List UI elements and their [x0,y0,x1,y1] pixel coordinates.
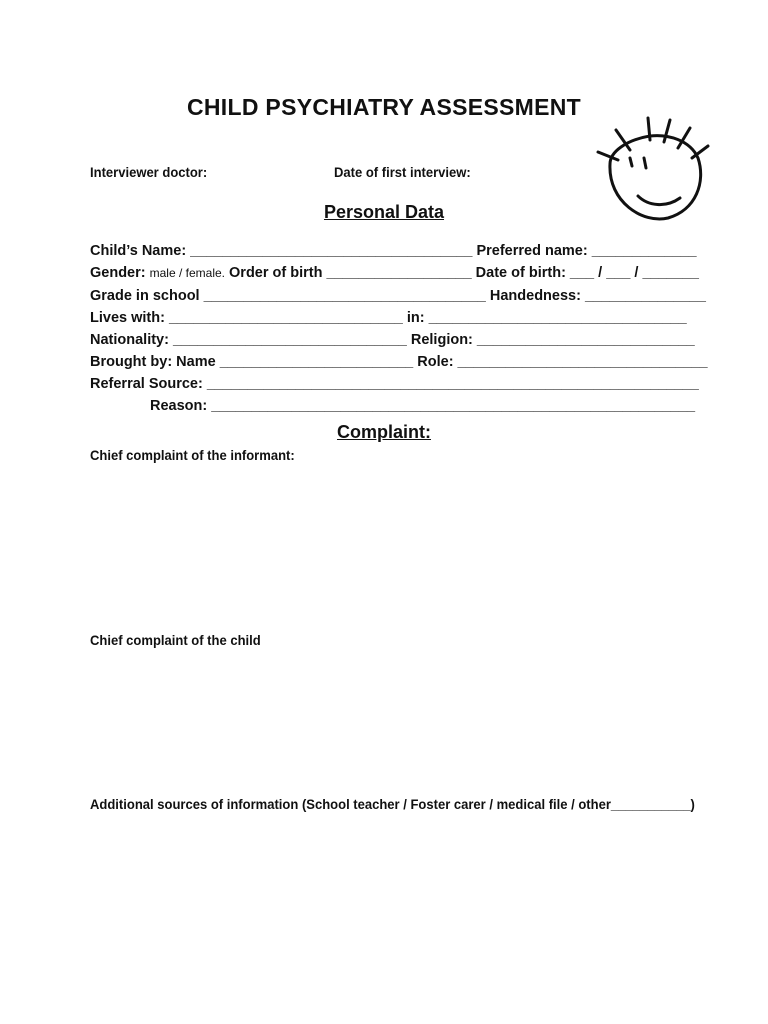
informant-complaint-label: Chief complaint of the informant: [90,447,295,463]
nationality-religion-field[interactable]: Nationality: _____________________________ Religion: ___________________________ [90,332,695,348]
referral-source-field[interactable]: Referral Source: _____________________________________________________________ [90,376,699,392]
childs-name-field[interactable]: Child’s Name: ___________________________________ [90,243,473,259]
child-complaint-label: Chief complaint of the child [90,632,261,648]
personal-data-heading: Personal Data [323,202,445,222]
grade-in-school-field[interactable]: Grade in school ___________________________________ Handedness: _______________ [90,288,706,304]
gender-label: Gender: [90,265,146,281]
interviewer-doctor-label: Interviewer doctor: [90,164,208,180]
complaint-heading: Complaint: [337,422,431,442]
gender-options[interactable]: male / female. [149,266,225,280]
additional-sources-label: Additional sources of information (School teacher / Foster carer / medical file / other___________) [90,796,695,812]
reason-field[interactable]: Reason: ____________________________________________________________ [150,398,696,414]
preferred-name-field[interactable]: Preferred name: _____________ [472,243,697,259]
gender-line [90,265,699,281]
childs-name-line [90,243,697,259]
brought-by-field[interactable]: Brought by: Name ________________________ Role: _______________________________ [90,354,708,370]
first-interview-date-label: Date of first interview: [334,164,471,180]
order-and-date-of-birth-field[interactable]: Order of birth __________________ Date of birth: ___ / ___ / _______ [229,265,699,281]
page-title: CHILD PSYCHIATRY ASSESSMENT [186,94,582,120]
lives-with-field[interactable]: Lives with: _____________________________ in: ________________________________ [90,310,687,326]
